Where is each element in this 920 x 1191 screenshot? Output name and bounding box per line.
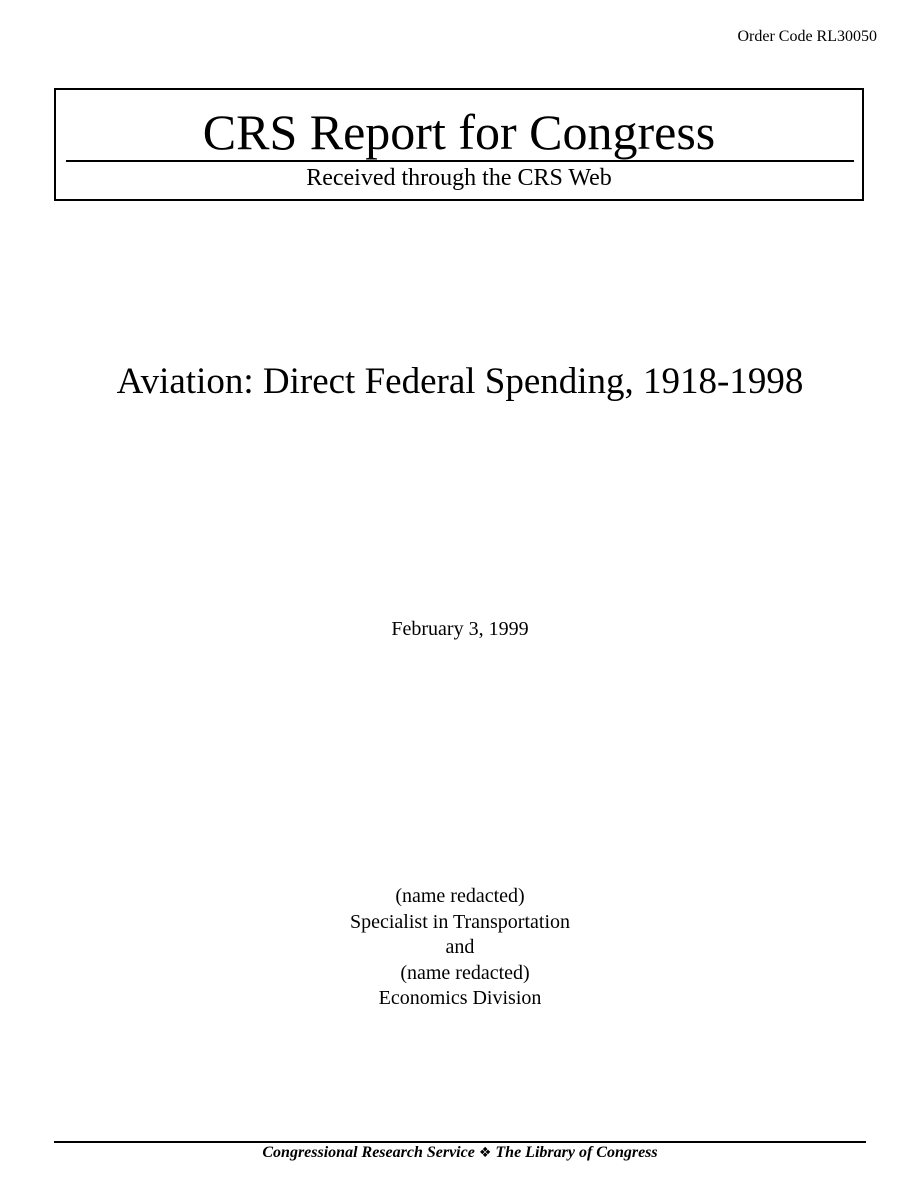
diamond-separator-icon: ❖ [478, 1145, 492, 1161]
header-divider [66, 160, 854, 162]
report-date: February 3, 1999 [391, 618, 529, 640]
author-block [0, 884, 920, 1012]
header-subtitle: Received through the CRS Web [306, 165, 612, 191]
footer-divider [54, 1141, 866, 1143]
footer [0, 1144, 920, 1162]
author-division-2: Economics Division [378, 987, 542, 1009]
footer-left-text: Congressional Research Service [262, 1144, 475, 1161]
header-title: CRS Report for Congress [202, 104, 716, 160]
report-title: Aviation: Direct Federal Spending, 1918-1998 [116, 361, 804, 402]
order-code: Order Code RL30050 [737, 28, 877, 45]
author-title-1: Specialist in Transportation [350, 910, 570, 933]
author-name-1: (name redacted) [395, 885, 525, 907]
footer-right-text: The Library of Congress [495, 1144, 658, 1161]
author-conjunction: and [445, 936, 475, 958]
author-name-2: (name redacted) [400, 961, 530, 984]
report-header-box [54, 88, 864, 201]
